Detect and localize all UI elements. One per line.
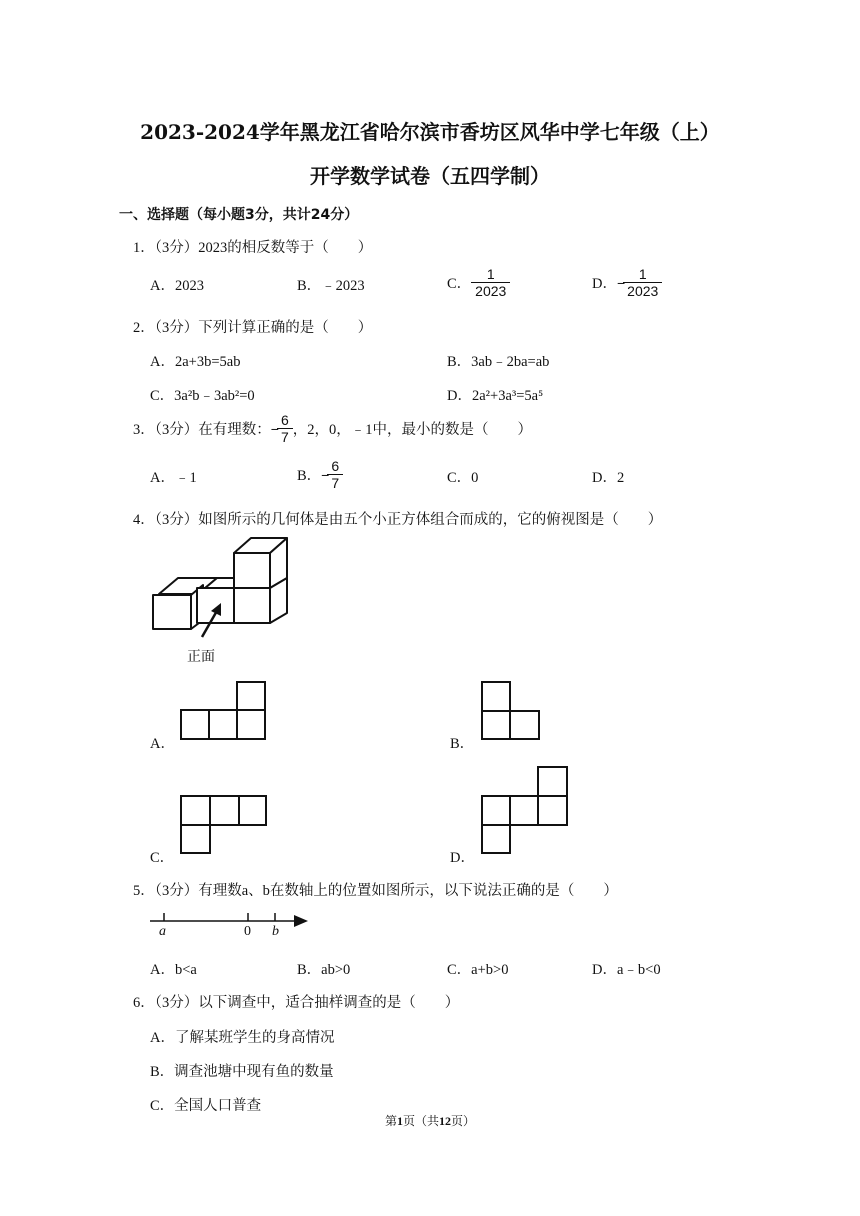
question-2-stem: 下列计算正确的是（ ） (198, 320, 373, 336)
option-label: D． (592, 276, 617, 292)
fraction (623, 266, 662, 299)
fraction-numerator: 6 (280, 412, 289, 428)
option-text: 2a+3b=5ab (174, 354, 241, 370)
fraction-numerator: 1 (486, 266, 495, 282)
question-1-prefix: 1．（3分） (133, 240, 199, 256)
q4-option-b-figure (481, 681, 561, 751)
q4-option-d-label: D． (450, 850, 475, 866)
question-6-stem: 以下调查中，适合抽样调查的是（ ） (198, 995, 460, 1011)
footer-text: 页） (451, 1114, 476, 1128)
q4-option-a-figure (179, 681, 279, 751)
option-label: D． (592, 962, 617, 978)
option-label: C． (150, 388, 175, 404)
q5-option-b (297, 958, 350, 979)
q6-option-a (150, 1026, 334, 1047)
q5-option-d (592, 958, 661, 979)
q4-option-b-label: B． (450, 736, 475, 752)
q1-option-d (592, 266, 662, 299)
numberline-label-zero: 0 (244, 924, 251, 939)
q4-option-c-figure (179, 795, 279, 865)
fraction (327, 458, 343, 491)
q5-option-c (447, 958, 508, 979)
option-label: C． (447, 962, 472, 978)
top-cube-front (234, 553, 270, 588)
axis-arrow-icon (294, 915, 308, 927)
option-text: 了解某班学生的身高情况 (174, 1030, 335, 1046)
q5-option-a (150, 958, 197, 979)
option-label: B． (150, 1064, 175, 1080)
option-text: ﹣1 (174, 470, 197, 486)
q1-option-c (447, 266, 510, 299)
footer-text: 页（共 (402, 1114, 439, 1128)
numberline-label-a: a (159, 924, 166, 939)
fraction-numerator: 6 (331, 458, 340, 474)
footer-page-number: 1 (396, 1114, 403, 1128)
option-text: 2 (616, 470, 625, 486)
option-text: ﹣2023 (321, 278, 365, 294)
option-label: A． (150, 470, 175, 486)
option-label: C． (447, 276, 472, 292)
option-label: A． (150, 962, 175, 978)
option-text: ab>0 (321, 962, 351, 978)
option-text: 0 (471, 470, 479, 486)
fraction (277, 412, 293, 445)
option-text: a+b>0 (471, 962, 509, 978)
question-3-stem-after: ，2，0，﹣1中，最小的数是（ ） (292, 422, 532, 438)
q6-option-b (150, 1060, 334, 1081)
fraction-denominator: 2023 (471, 282, 510, 299)
option-label: B． (447, 354, 472, 370)
option-text: b<a (174, 962, 197, 978)
option-label: B． (297, 278, 322, 294)
page-footer (0, 1112, 860, 1129)
footer-total-pages: 12 (439, 1114, 451, 1128)
question-6-prefix: 6．（3分） (133, 995, 199, 1011)
question-2 (133, 316, 372, 337)
option-label: B． (297, 962, 322, 978)
q1-option-b (297, 274, 365, 295)
q3-option-c (447, 466, 478, 487)
front-cube-middle (197, 588, 234, 623)
q4-option-d-figure (480, 766, 580, 866)
fraction-denominator: 7 (327, 474, 343, 491)
fraction (471, 266, 510, 299)
front-cube-right (234, 588, 270, 623)
question-6 (133, 991, 459, 1012)
option-label: A． (150, 278, 175, 294)
fraction-denominator: 2023 (623, 282, 662, 299)
q3-option-a (150, 466, 197, 487)
question-2-prefix: 2．（3分） (133, 320, 199, 336)
option-text: 3a²b﹣3ab²=0 (174, 388, 255, 404)
question-1-stem: 2023的相反数等于（ ） (198, 240, 373, 256)
question-3-stem-before: 在有理数： (198, 422, 271, 438)
front-cube-left (153, 595, 191, 629)
q1-option-a (150, 274, 204, 295)
question-5-prefix: 5．（3分） (133, 883, 199, 899)
option-label: C． (150, 1098, 175, 1114)
option-text: 2a²+3a³=5a⁵ (471, 388, 544, 404)
footer-text: 第 (384, 1114, 397, 1128)
section-heading: 一、选择题（每小题3分，共计24分） (119, 207, 359, 223)
q4-option-c-label: C． (150, 850, 175, 866)
title-line-2: 开学数学试卷（五四学制） (310, 164, 550, 188)
minus-sign: − (616, 274, 626, 291)
minus-sign: − (321, 466, 330, 483)
q2-option-a (150, 350, 240, 371)
q3-option-b (297, 458, 343, 491)
option-text: 全国人口普查 (174, 1098, 262, 1114)
option-label: B． (297, 468, 322, 484)
question-4-stem: 如图所示的几何体是由五个小正方体组合而成的，它的俯视图是（ ） (198, 512, 663, 528)
title-line-1: 2023-2024学年黑龙江省哈尔滨市香坊区风华中学七年级（上） (140, 120, 720, 144)
option-label: D． (592, 470, 617, 486)
option-label: A． (150, 1030, 175, 1046)
question-1 (133, 236, 372, 257)
option-label: C． (447, 470, 472, 486)
cube-figure (145, 535, 345, 665)
q2-option-b (447, 350, 549, 371)
question-3-prefix: 3．（3分） (133, 422, 199, 438)
question-5 (133, 879, 618, 900)
numberline-label-b: b (272, 924, 279, 939)
fraction-numerator: 1 (638, 266, 647, 282)
fraction-denominator: 7 (277, 428, 293, 445)
option-text: a﹣b<0 (616, 962, 661, 978)
question-5-stem: 有理数a、b在数轴上的位置如图所示，以下说法正确的是（ ） (198, 883, 618, 899)
front-label: 正面 (187, 649, 215, 665)
option-text: 2023 (174, 278, 204, 294)
question-4-prefix: 4．（3分） (133, 512, 199, 528)
q2-option-c (150, 384, 255, 405)
minus-sign: − (270, 420, 279, 437)
q3-option-d (592, 466, 624, 487)
question-3 (133, 412, 532, 445)
number-line (148, 910, 318, 950)
option-text: 3ab﹣2ba=ab (471, 354, 550, 370)
q4-option-a-label: A． (150, 736, 175, 752)
option-text: 调查池塘中现有鱼的数量 (174, 1064, 334, 1080)
option-label: D． (447, 388, 472, 404)
option-label: A． (150, 354, 175, 370)
q2-option-d (447, 384, 543, 405)
question-4 (133, 508, 662, 529)
